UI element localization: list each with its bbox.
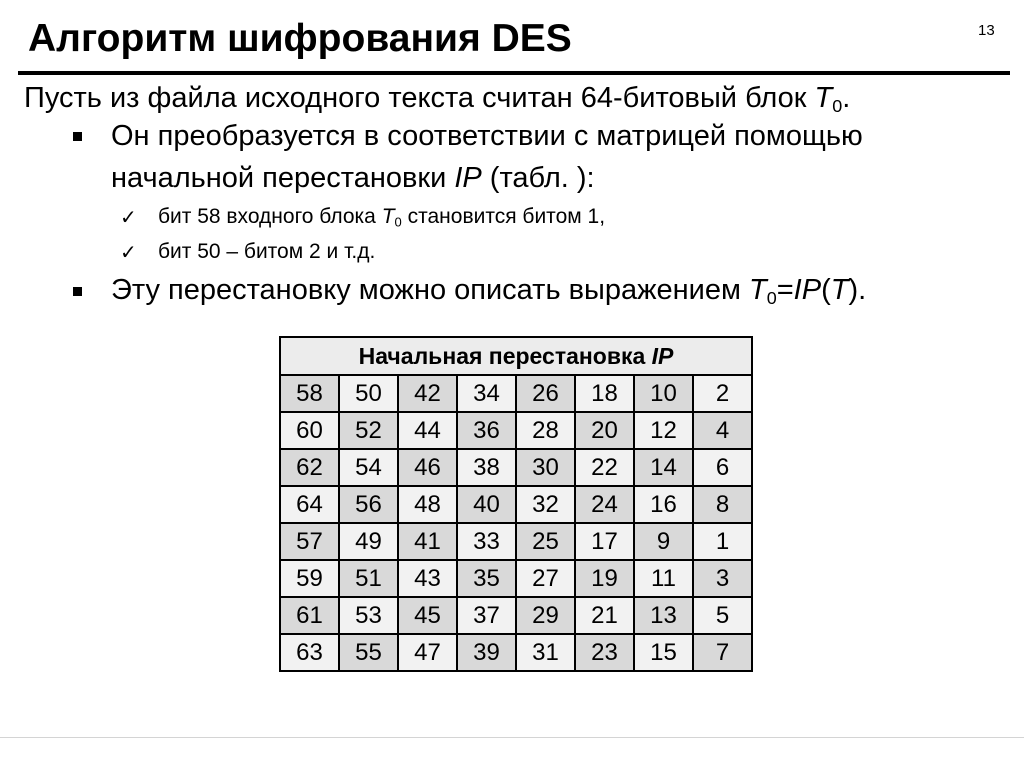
subbullet-1: [158, 205, 605, 229]
bullet-square-icon: [73, 287, 82, 296]
table-cell: 29: [516, 597, 575, 634]
table-cell: 21: [575, 597, 634, 634]
table-cell: 34: [457, 375, 516, 412]
subbullet-1-pre: бит 58 входного блока: [158, 205, 382, 228]
table-cell: 45: [398, 597, 457, 634]
bullet1-line2-pre: начальной перестановки: [111, 162, 455, 194]
bullet2-open: (: [821, 274, 831, 306]
title-underline: [18, 71, 1010, 75]
table-cell: 15: [634, 634, 693, 671]
table-body: [280, 375, 752, 671]
table-cell: 52: [339, 412, 398, 449]
table-row: [280, 523, 752, 560]
table-cell: 20: [575, 412, 634, 449]
subbullet-1-post: становится битом 1,: [401, 205, 606, 228]
checkmark-icon: ✓: [120, 207, 137, 229]
bullet2-var2: IP: [793, 274, 822, 306]
table-cell: 56: [339, 486, 398, 523]
intro-var: T: [814, 82, 833, 114]
table-cell: 5: [693, 597, 752, 634]
table-cell: 39: [457, 634, 516, 671]
table-cell: 4: [693, 412, 752, 449]
table-cell: 50: [339, 375, 398, 412]
table-cell: 51: [339, 560, 398, 597]
table-cell: 6: [693, 449, 752, 486]
bullet-square-icon: [73, 132, 82, 141]
table-cell: 40: [457, 486, 516, 523]
table-cell: 24: [575, 486, 634, 523]
table-cell: 26: [516, 375, 575, 412]
table-row: [280, 486, 752, 523]
slide-title: Алгоритм шифрования DES: [28, 17, 572, 60]
table-cell: 46: [398, 449, 457, 486]
table-cell: 16: [634, 486, 693, 523]
table-cell: 62: [280, 449, 339, 486]
table-cell: 19: [575, 560, 634, 597]
table-cell: 54: [339, 449, 398, 486]
table-cell: 30: [516, 449, 575, 486]
table-cell: 41: [398, 523, 457, 560]
intro-text: Пусть из файла исходного текста считан 64-битовый блок: [24, 82, 815, 114]
table-cell: 55: [339, 634, 398, 671]
table-cell: 27: [516, 560, 575, 597]
intro-sub: 0: [832, 96, 843, 117]
table-header-row: [280, 337, 752, 375]
bottom-divider: [0, 737, 1024, 738]
bullet1-line2-post: (табл. ):: [481, 162, 595, 194]
table-cell: 33: [457, 523, 516, 560]
table-cell: 48: [398, 486, 457, 523]
table-cell: 2: [693, 375, 752, 412]
table-cell: 37: [457, 597, 516, 634]
table-cell: 59: [280, 560, 339, 597]
subbullet-1-sub: 0: [394, 214, 402, 230]
bullet1-line2: [111, 162, 595, 195]
intro-paragraph: [24, 82, 850, 115]
table-cell: 13: [634, 597, 693, 634]
table-cell: 9: [634, 523, 693, 560]
table-cell: 17: [575, 523, 634, 560]
table-cell: 8: [693, 486, 752, 523]
table-cell: 53: [339, 597, 398, 634]
table-cell: 23: [575, 634, 634, 671]
table-cell: 31: [516, 634, 575, 671]
table-row: [280, 412, 752, 449]
table-row: [280, 560, 752, 597]
bullet2-line: [111, 274, 866, 307]
table-cell: 44: [398, 412, 457, 449]
subbullet-1-var: T: [381, 205, 395, 228]
table-cell: 36: [457, 412, 516, 449]
bullet2-var3: T: [830, 274, 849, 306]
table-cell: 60: [280, 412, 339, 449]
table-row: [280, 449, 752, 486]
table-cell: 25: [516, 523, 575, 560]
table-cell: 28: [516, 412, 575, 449]
bullet2-eq: =: [776, 274, 794, 306]
table-cell: 12: [634, 412, 693, 449]
table-cell: 18: [575, 375, 634, 412]
bullet2-var1: T: [749, 274, 767, 306]
intro-end: .: [842, 82, 851, 114]
table-cell: 42: [398, 375, 457, 412]
bullet2-close: ).: [848, 274, 867, 306]
table-row: [280, 597, 752, 634]
table-cell: 38: [457, 449, 516, 486]
table-title-var: IP: [651, 342, 674, 369]
table-cell: 57: [280, 523, 339, 560]
table-cell: 1: [693, 523, 752, 560]
table-row: [280, 634, 752, 671]
bullet1-line1: Он преобразуется в соответствии с матрицей помощью: [111, 120, 863, 152]
slide-number: 13: [978, 22, 995, 39]
table-cell: 22: [575, 449, 634, 486]
table-title-text: Начальная перестановка: [358, 342, 652, 369]
bullet1-line2-var: IP: [454, 162, 482, 194]
table-cell: 3: [693, 560, 752, 597]
table-cell: 49: [339, 523, 398, 560]
table-cell: 11: [634, 560, 693, 597]
ip-permutation-table: [279, 336, 753, 672]
table-cell: 10: [634, 375, 693, 412]
table-row: [280, 375, 752, 412]
table-cell: 14: [634, 449, 693, 486]
checkmark-icon: ✓: [120, 242, 137, 264]
table-cell: 61: [280, 597, 339, 634]
table-cell: 47: [398, 634, 457, 671]
table-cell: 35: [457, 560, 516, 597]
table-title: [280, 337, 752, 375]
table-cell: 32: [516, 486, 575, 523]
table-cell: 64: [280, 486, 339, 523]
table-cell: 7: [693, 634, 752, 671]
bullet2-sub1: 0: [766, 288, 777, 309]
table-cell: 43: [398, 560, 457, 597]
subbullet-2: бит 50 – битом 2 и т.д.: [158, 240, 376, 263]
table-cell: 63: [280, 634, 339, 671]
table-cell: 58: [280, 375, 339, 412]
bullet2-pre: Эту перестановку можно описать выражением: [111, 274, 749, 306]
